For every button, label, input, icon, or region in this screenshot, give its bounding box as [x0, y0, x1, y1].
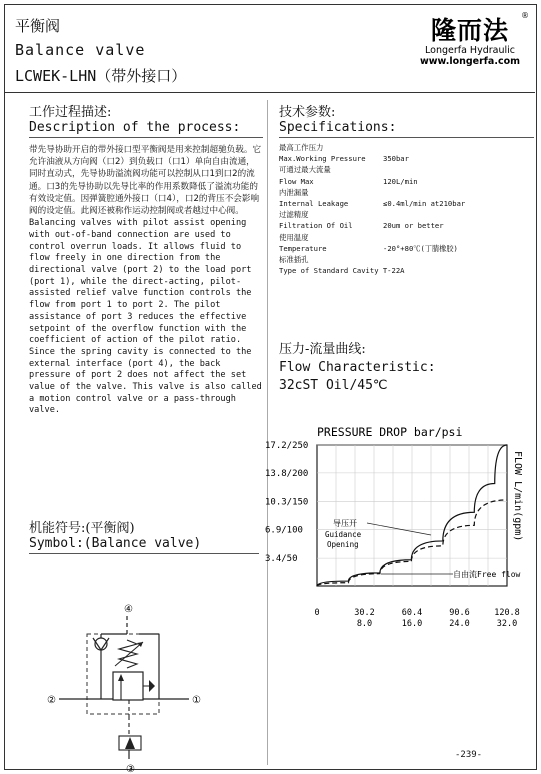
logo-url: www.longerfa.com — [419, 56, 520, 67]
model-name: LCWEK-LHN（带外接口） — [15, 67, 187, 85]
spec-temp-label: Temperature — [279, 243, 327, 253]
symbol-title-en: Symbol:(Balance valve) — [29, 536, 259, 554]
spec-pressure-value: 350bar — [383, 154, 409, 164]
title-zh: 平衡阀 — [15, 17, 61, 35]
process-title-en: Description of the process: — [29, 120, 263, 138]
port-4-label: ④ — [124, 604, 133, 615]
spec-pressure-label: Max.Working Pressure — [279, 154, 366, 164]
y-tick-labels — [265, 441, 308, 564]
spring — [119, 640, 137, 668]
spec-temp-row — [279, 243, 534, 254]
hydraulic-symbol — [29, 554, 229, 774]
symbol-title-zh: 机能符号:(平衡阀) — [29, 521, 135, 536]
spec-cavity-row: Type of Standard Cavity T-22A — [279, 266, 405, 276]
spec-temp-value: -20°+80℃(丁腈橡胶) — [383, 243, 458, 253]
header — [5, 5, 535, 93]
process-section — [29, 101, 263, 417]
logo-mark: 隆而法 — [430, 16, 509, 45]
port-1-label: ① — [192, 695, 201, 706]
y-axis-label — [512, 451, 523, 541]
spec-filter-value: 20um or better — [383, 221, 444, 231]
port-3-label: ③ — [126, 764, 135, 774]
x-tick-label: 0 — [314, 608, 320, 618]
y-axis-title: FLOW L/min(gpm) — [512, 451, 523, 542]
annotation-guidance-en1: Guidance — [325, 530, 362, 539]
x-tick-label-gpm: 16.0 — [401, 619, 423, 629]
x-tick-labels — [314, 608, 519, 629]
brand-logo — [411, 11, 529, 67]
chart-title: PRESSURE DROP bar/psi — [317, 425, 463, 439]
spec-filter-zh: 过滤精度 — [279, 210, 309, 220]
x-tick-label: 60.4 — [401, 608, 423, 618]
specs-section — [279, 101, 534, 276]
flow-condition: 32cST Oil/45℃ — [279, 378, 388, 393]
page-number: -239- — [455, 750, 483, 760]
spec-flow-label: Flow Max — [279, 176, 314, 186]
valve-body — [113, 672, 143, 700]
spec-pressure-row — [279, 153, 534, 164]
specs-title-en: Specifications: — [279, 120, 534, 138]
x-tick-label-gpm: 32.0 — [496, 619, 518, 629]
flow-title-en: Flow Characteristic: — [279, 360, 436, 375]
process-text-zh: 带先导协助开启的带外接口型平衡阀是用来控制超驰负载。它允许油液从方向阀（口2）到负载口（口1）单向自由流通，同时直动式，先导协助溢流阀功能可以控制从口1到口2的流通。口3的先导协助以先导比率的作用系数降低了溢流功能的有效设定值。因弹簧腔通外接口（口4），口2的背压不会影响阀的设定值。此阀还被称作运动控制阀或者越过中心阀。 — [29, 145, 262, 217]
chart-grid — [317, 445, 507, 586]
spec-flow-zh: 可通过最大流量 — [279, 165, 331, 175]
spec-leak-row — [279, 198, 534, 209]
flow-section-title — [279, 341, 436, 395]
annotation-guidance-en2: Opening — [327, 540, 359, 549]
x-tick-label: 90.6 — [449, 608, 470, 618]
process-text-en: Balancing valves with pilot assist opening with out-of-band connection are used to control overrun loads. It allows fluid to flow freely in one direction from the directional valve (port 2) to the load port (port 1), while the direct-acting, pilot-assisted relief valve function controls the flow from port 1 to port 2. The pilot assistance of port 3 reduces the effective setpoint of the overflow function with the coefficient of action of the pilot ratio. Since the spring cavity is connected to the external interface (port 4), the back pressure of port 2 does not affect the set value of the valve. This valve is also called a motion control valve or a pass-through valve. — [29, 218, 262, 416]
spec-filter-label: Filtration Of Oil — [279, 221, 353, 231]
spec-temp-zh: 使用温度 — [279, 232, 309, 242]
specs-title-zh: 技术参数: — [279, 105, 336, 120]
column-divider — [267, 100, 268, 765]
spec-cavity-zh: 标准插孔 — [279, 255, 309, 265]
x-tick-label-gpm: 8.0 — [356, 619, 373, 629]
registered-mark: ® — [521, 11, 529, 20]
page-frame — [4, 4, 537, 774]
x-tick-label: 120.8 — [494, 608, 520, 618]
spec-leak-value: ≤0.4ml/min at210bar — [383, 199, 466, 209]
annotation-free-flow: 自由流Free flow — [453, 570, 521, 579]
title-en: Balance valve — [15, 41, 146, 59]
y-tick-label: 10.3/150 — [265, 497, 309, 508]
y-tick-label: 13.8/200 — [265, 468, 309, 479]
y-tick-label: 3.4/50 — [265, 554, 298, 565]
y-tick-label: 6.9/100 — [265, 525, 303, 536]
spec-flow-row — [279, 176, 534, 187]
flow-title-zh: 压力-流量曲线: — [279, 342, 366, 357]
spec-leak-zh: 内泄漏量 — [279, 187, 309, 197]
logo-en: Longerfa Hydraulic — [425, 45, 515, 56]
spec-pressure-zh: 最高工作压力 — [279, 143, 324, 152]
flow-chart — [265, 423, 533, 633]
annotation-guidance-zh: 导压开 — [333, 519, 357, 528]
annotation-leader-guidance — [367, 523, 431, 535]
x-tick-label-gpm: 24.0 — [449, 619, 470, 629]
spec-filter-row — [279, 220, 534, 231]
y-tick-label: 17.2/250 — [265, 441, 309, 451]
port-2-label: ② — [47, 695, 56, 706]
symbol-section — [29, 517, 259, 774]
spec-flow-value: 120L/min — [383, 176, 418, 186]
spec-leak-label: Internal Leakage — [279, 199, 349, 209]
process-title-zh: 工作过程描述: — [29, 105, 112, 120]
x-tick-label: 30.2 — [354, 608, 375, 618]
